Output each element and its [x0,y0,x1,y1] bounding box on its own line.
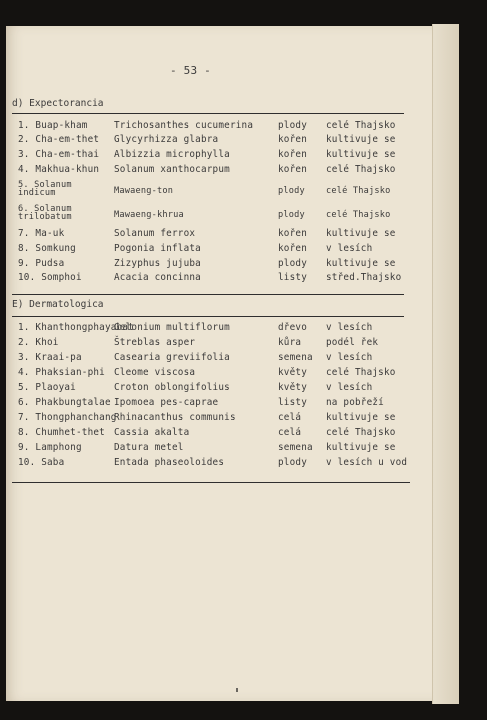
plant-part-cell: květy [278,367,307,378]
plant-part-cell: kořen [278,149,307,160]
plant-part-cell: plody [278,210,305,220]
occurrence-cell: celé Thajsko [326,367,396,378]
latin-name-cell: Trichosanthes cucumerina [114,120,254,131]
section-d-bottom-rule [12,294,404,295]
common-name-cell: 1. Buap-kham [18,120,88,131]
latin-name-cell: Štreblas asper [114,337,196,348]
common-name-cell: 6. Solanum trilobatum [18,204,72,222]
occurrence-cell: celé Thajsko [326,164,396,175]
common-name-cell: 8. Somkung [18,243,76,254]
occurrence-cell: celé Thajsko [326,210,391,220]
table-row [0,120,452,134]
occurrence-cell: v lesích [326,243,373,254]
occurrence-cell: kultivuje se [326,134,396,145]
plant-part-cell: semena [278,352,313,363]
section-d-top-rule [12,113,404,114]
common-name-cell: 6. Phakbungtalae [18,397,111,408]
latin-name-cell: Ipomoea pes-caprae [114,397,219,408]
table-row [0,164,452,178]
table-row [0,382,452,396]
common-name-cell: 3. Cha-em-thai [18,149,100,160]
common-name-cell: 2. Khoi [18,337,59,348]
table-row [0,258,452,272]
table-row [0,457,452,471]
plant-part-cell: kořen [278,243,307,254]
common-name-cell: 7. Ma-uk [18,228,65,239]
occurrence-cell: v lesích [326,322,373,333]
occurrence-cell: na pobřeží [326,397,384,408]
occurrence-cell: v lesích u vod [326,457,408,468]
plant-part-cell: kořen [278,228,307,239]
table-row [0,134,452,148]
latin-name-cell: Gelonium multiflorum [114,322,230,333]
table-row [0,180,452,198]
common-name-cell: 1. Khanthongphayabat [18,322,134,333]
table-row [0,149,452,163]
plant-part-cell: listy [278,272,307,283]
common-name-cell: 4. Phaksian-phi [18,367,105,378]
plant-part-cell: celá [278,427,302,438]
latin-name-cell: Acacia concinna [114,272,201,283]
table-row [0,367,452,381]
plant-part-cell: plody [278,457,307,468]
occurrence-cell: kultivuje se [326,149,396,160]
plant-part-cell: květy [278,382,307,393]
common-name-cell: 8. Chumhet-thet [18,427,105,438]
section-e-top-rule [12,316,404,317]
common-name-cell: 4. Makhua-khun [18,164,100,175]
table-row [0,442,452,456]
plant-part-cell: plody [278,258,307,269]
table-row [0,204,452,222]
latin-name-cell: Albizzia microphylla [114,149,230,160]
common-name-cell: 3. Kraai-pa [18,352,82,363]
common-name-cell: 7. Thongphanchang [18,412,117,423]
plant-part-cell: dřevo [278,322,307,333]
occurrence-cell: podél řek [326,337,379,348]
plant-part-cell: kořen [278,134,307,145]
latin-name-cell: Datura metel [114,442,184,453]
latin-name-cell: Glycyrhizza glabra [114,134,219,145]
table-row [0,272,452,286]
occurrence-cell: kultivuje se [326,442,396,453]
table-row [0,412,452,426]
page-number: - 53 - [170,64,211,77]
occurrence-cell: kultivuje se [326,412,396,423]
latin-name-cell: Solanum ferrox [114,228,196,239]
plant-part-cell: plody [278,120,307,131]
plant-part-cell: listy [278,397,307,408]
occurrence-cell: v lesích [326,352,373,363]
table-row [0,427,452,441]
table-row [0,397,452,411]
occurrence-cell: celé Thajsko [326,427,396,438]
latin-name-cell: Mawaeng-khrua [114,210,184,220]
table-row [0,243,452,257]
latin-name-cell: Croton oblongifolius [114,382,230,393]
latin-name-cell: Mawaeng-ton [114,186,174,196]
plant-part-cell: celá [278,412,302,423]
latin-name-cell: Pogonia inflata [114,243,201,254]
latin-name-cell: Rhinacanthus communis [114,412,236,423]
common-name-cell: 10. Saba [18,457,65,468]
common-name-cell: 5. Solanum indicum [18,180,72,198]
section-e-bottom-rule [12,482,410,483]
latin-name-cell: Casearia greviifolia [114,352,230,363]
common-name-cell: 10. Somphoi [18,272,82,283]
latin-name-cell: Solanum xanthocarpum [114,164,230,175]
section-d-heading: d) Expectorancia [12,98,104,109]
occurrence-cell: v lesích [326,382,373,393]
common-name-cell: 9. Lamphong [18,442,82,453]
table-row [0,228,452,242]
table-row [0,322,452,336]
occurrence-cell: celé Thajsko [326,186,391,196]
plant-part-cell: plody [278,186,305,196]
common-name-cell: 5. Plaoyai [18,382,76,393]
occurrence-cell: kultivuje se [326,228,396,239]
common-name-cell: 9. Pudsa [18,258,65,269]
occurrence-cell: střed.Thajsko [326,272,402,283]
plant-part-cell: semena [278,442,313,453]
table-row [0,337,452,351]
common-name-cell: 2. Cha-em-thet [18,134,100,145]
table-row [0,352,452,366]
latin-name-cell: Cassia akalta [114,427,190,438]
plant-part-cell: kůra [278,337,302,348]
section-e-heading: E) Dermatologica [12,299,104,310]
page-mark [236,688,238,692]
latin-name-cell: Zizyphus jujuba [114,258,201,269]
latin-name-cell: Entada phaseoloides [114,457,225,468]
occurrence-cell: kultivuje se [326,258,396,269]
plant-part-cell: kořen [278,164,307,175]
occurrence-cell: celé Thajsko [326,120,396,131]
latin-name-cell: Cleome viscosa [114,367,196,378]
